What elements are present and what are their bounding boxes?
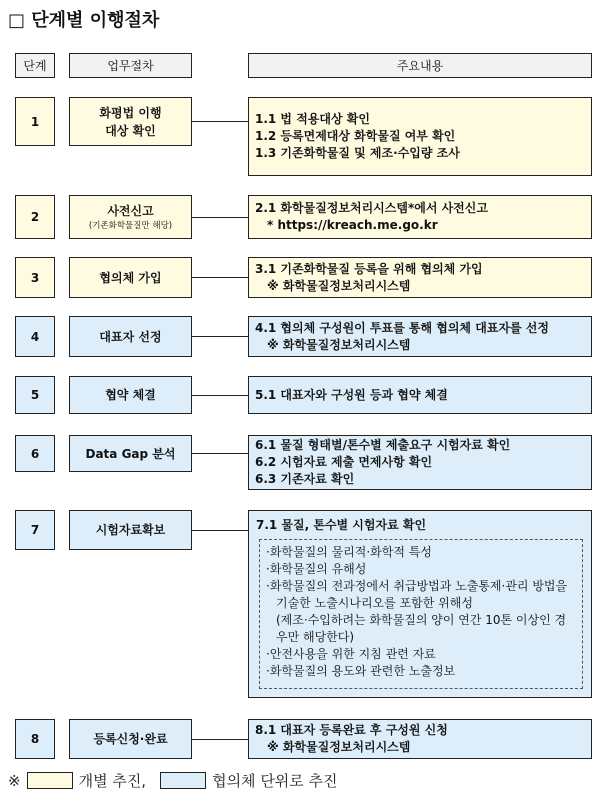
step-label: 대상 확인 [105, 123, 156, 138]
content-note: ※ 화학물질정보처리시스템 [267, 337, 411, 352]
content-line: 5.1 대표자와 구성원 등과 협약 체결 [255, 387, 448, 402]
step-content [248, 257, 592, 298]
step-label: 사전신고 [107, 204, 154, 218]
step-process [69, 97, 192, 146]
detail-item: ·화학물질의 용도와 관련한 노출정보 [266, 664, 456, 678]
step-number: 5 [15, 376, 55, 414]
step-label: 협약 체결 [105, 388, 156, 402]
step-content [248, 97, 592, 176]
header-content: 주요내용 [248, 53, 592, 78]
connector-line [192, 336, 248, 337]
legend-consortium: 협의체 단위로 추진 [212, 772, 338, 790]
content-line: 1.1 법 적용대상 확인 [255, 112, 370, 126]
step-number: 7 [15, 510, 55, 550]
detail-item: ·안전사용을 위한 지침 관련 자료 [266, 647, 436, 661]
connector-line [192, 277, 248, 278]
legend-swatch-yellow [27, 772, 73, 789]
connector-line [192, 121, 248, 122]
legend [8, 770, 338, 791]
content-line: 2.1 화학물질정보처리시스템*에서 사전신고 [255, 201, 488, 215]
connector-line [192, 453, 248, 454]
step-label: 대표자 선정 [99, 329, 162, 344]
step-content [248, 719, 592, 759]
detail-item: ·화학물질의 전과정에서 취급방법과 노출통제·관리 방법을 기술한 노출시나리오를 포함한 위해성 [266, 579, 568, 610]
connector-line [192, 395, 248, 396]
content-line: 1.2 등록면제대상 화학물질 여부 확인 [255, 129, 456, 143]
step-content [248, 435, 592, 490]
detail-item: ·화학물질의 유해성 [266, 562, 367, 576]
step-label: 시험자료확보 [95, 523, 166, 537]
detail-item: ·화학물질의 물리적·화학적 특성 [266, 545, 432, 559]
content-line: 3.1 기존화학물질 등록을 위해 협의체 가입 [255, 261, 483, 276]
step-label: 협의체 가입 [99, 270, 162, 285]
content-line: 4.1 협의체 구성원이 투표를 통해 협의체 대표자를 선정 [255, 320, 549, 335]
content-note: ※ 화학물질정보처리시스템 [267, 740, 411, 754]
connector-line [192, 530, 248, 531]
step-process [69, 510, 192, 550]
step-label: 등록신청·완료 [93, 732, 168, 746]
legend-prefix: ※ [8, 771, 21, 790]
step-number: 6 [15, 435, 55, 472]
step-label: Data Gap 분석 [85, 446, 176, 461]
step-number: 4 [15, 316, 55, 357]
step-process [69, 376, 192, 414]
page-title: □ 단계별 이행절차 [8, 10, 160, 31]
step-label: 화평법 이행 [99, 105, 162, 120]
step-process [69, 257, 192, 298]
content-line: 6.3 기존자료 확인 [255, 472, 355, 486]
content-line: 6.2 시험자료 제출 면제사항 확인 [255, 455, 433, 469]
connector-line [192, 739, 248, 740]
step-process [69, 719, 192, 759]
step-process [69, 435, 192, 472]
legend-swatch-blue [160, 772, 206, 789]
step-number: 1 [15, 97, 55, 146]
step-process [69, 316, 192, 357]
step-sublabel: (기존화학물질만 해당) [88, 221, 173, 231]
content-line: 7.1 물질, 톤수별 시험자료 확인 [256, 518, 427, 532]
step-number: 3 [15, 257, 55, 298]
content-line: 8.1 대표자 등록완료 후 구성원 신청 [255, 723, 448, 737]
step-content [248, 195, 592, 239]
content-note: * https://kreach.me.go.kr [267, 218, 438, 232]
header-step: 단계 [15, 53, 55, 78]
step-content [248, 510, 592, 698]
content-note: ※ 화학물질정보처리시스템 [267, 278, 411, 293]
content-line: 6.1 물질 형태별/톤수별 제출요구 시험자료 확인 [255, 438, 511, 452]
step-number: 8 [15, 719, 55, 759]
step-number: 2 [15, 195, 55, 239]
step-process [69, 195, 192, 239]
details-box [259, 539, 583, 689]
header-process: 업무절차 [69, 53, 192, 78]
content-line: 1.3 기존화학물질 및 제조·수입량 조사 [255, 146, 460, 160]
detail-note: (제조·수입하려는 화학물질의 양이 연간 10톤 이상인 경우만 해당한다) [276, 613, 567, 644]
connector-line [192, 217, 248, 218]
step-content [248, 316, 592, 357]
legend-individual: 개별 추진, [78, 772, 147, 790]
step-content [248, 376, 592, 414]
